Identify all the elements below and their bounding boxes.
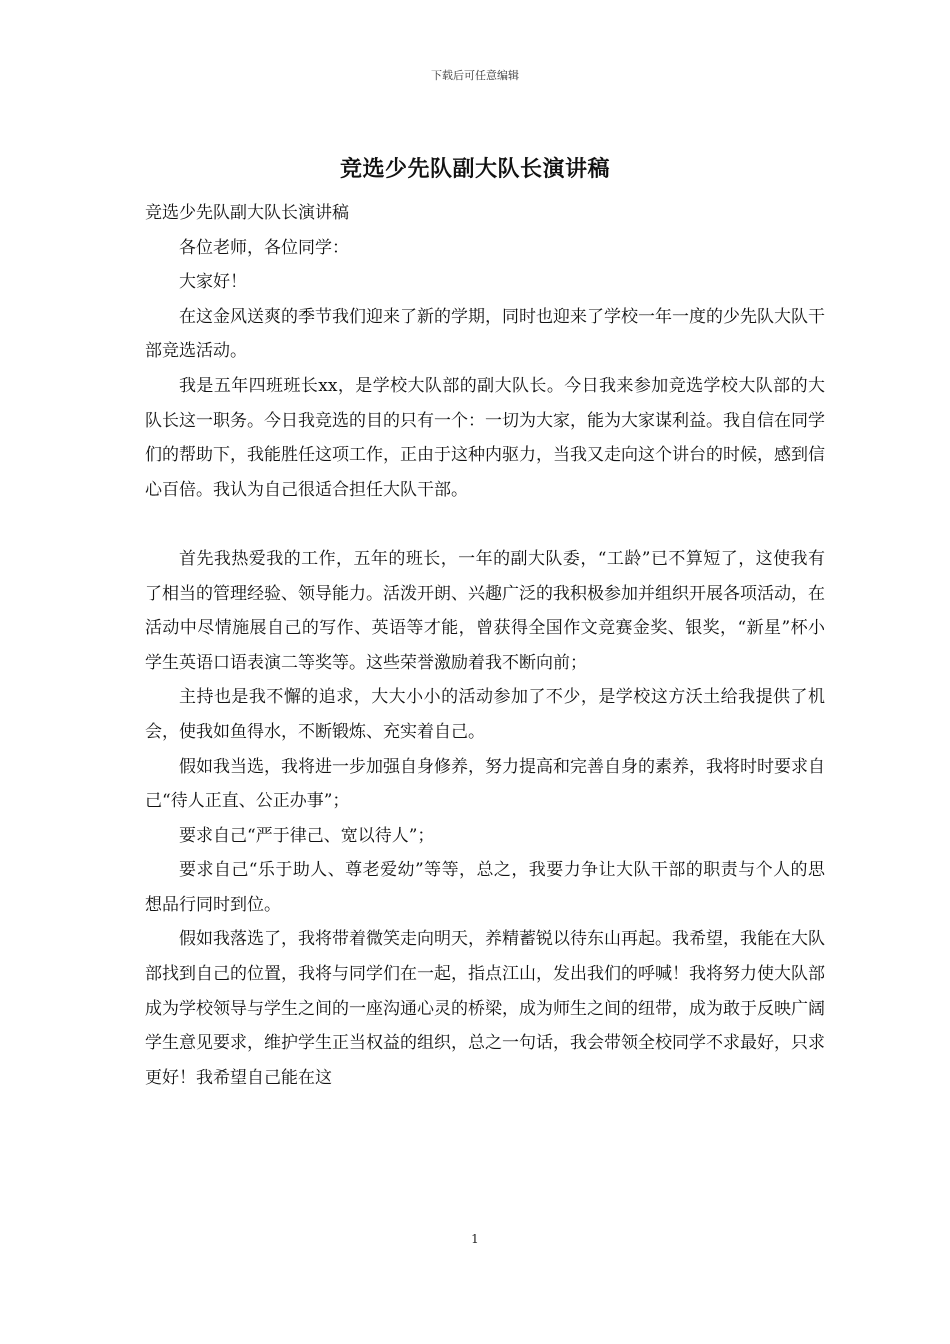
- paragraph-requirement-2: 要求自己“乐于助人、尊老爱幼”等等，总之，我要力争让大队干部的职责与个人的思想品行同时到位。: [145, 860, 825, 915]
- paragraph-self-introduction: 我是五年四班班长xx，是学校大队部的副大队长。今日我来参加竞选学校大队部的大队长这一职务。今日我竞选的目的只有一个：一切为大家，能为大家谋利益。我自信在同学们的帮助下，我能胜任这项工作，正由于这种内驱力，当我又走向这个讲台的时候，感到信心百倍。我认为自己很适合担任大队干部。: [145, 375, 825, 500]
- paragraph-if-elected: 假如我当选，我将进一步加强自身修养，努力提高和完善自身的素养，我将时时要求自己“待人正直、公正办事”；: [145, 756, 825, 812]
- paragraph-experience: 首先我热爱我的工作，五年的班长，一年的副大队委，“工龄”已不算短了，这使我有了相当的管理经验、领导能力。活泼开朗、兴趣广泛的我积极参加并组织开展各项活动，在活动中尽情施展自己的写作、英语等才能，曾获得全国作文竞赛金奖、银奖，“新星”杯小学生英语口语表演二等奖等。这些荣誉激励着我不断向前；: [145, 548, 825, 673]
- paragraph-intro: 在这金风送爽的季节我们迎来了新的学期，同时也迎来了学校一年一度的少先队大队干部竞选活动。: [145, 306, 825, 362]
- document-title: 竞选少先队副大队长演讲稿: [339, 156, 610, 182]
- document-body: [145, 196, 825, 1095]
- paragraph-requirement-1: 要求自己“严于律己、宽以待人”；: [179, 825, 435, 846]
- paragraph-hello: 大家好！: [179, 272, 247, 293]
- paragraph-if-not-elected: 假如我落选了，我将带着微笑走向明天，养精蓄锐以待东山再起。我希望，我能在大队部找到自己的位置，我将与同学们在一起，指点江山，发出我们的呼喊！我将努力使大队部成为学校领导与学生之间的一座沟通心灵的桥梁，成为师生之间的纽带，成为敢于反映广阔学生意见要求，维护学生正当权益的组织，总之一句话，我会带领全校同学不求最好，只求更好！我希望自己能在这: [145, 929, 825, 1088]
- paragraph-hosting: 主持也是我不懈的追求，大大小小的活动参加了不少，是学校这方沃土给我提供了机会，使我如鱼得水，不断锻炼、充实着自己。: [145, 687, 825, 742]
- subtitle-line: 竞选少先队副大队长演讲稿: [145, 203, 349, 223]
- paragraph-greeting: 各位老师，各位同学：: [179, 237, 349, 258]
- blank-line: [145, 507, 825, 542]
- header-note: 下载后可任意编辑: [431, 69, 519, 82]
- page-number: 1: [471, 1232, 479, 1246]
